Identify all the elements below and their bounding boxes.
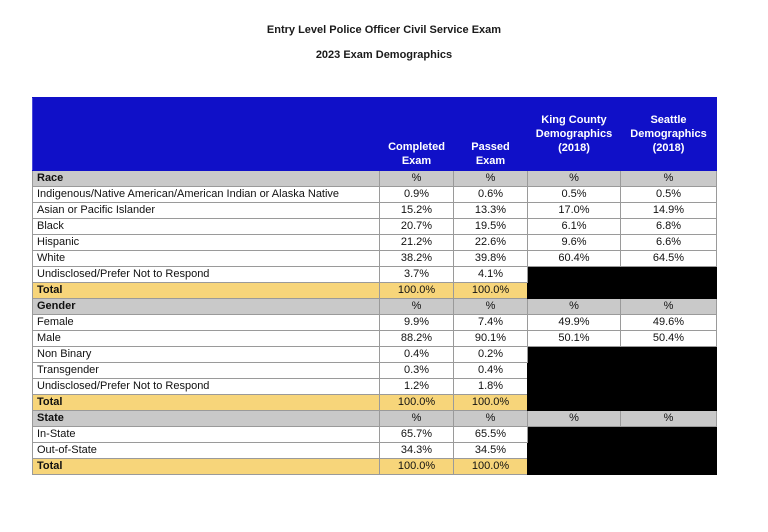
row-label: Hispanic xyxy=(33,235,380,251)
completed-cell: 21.2% xyxy=(380,235,454,251)
header-passed: Passed Exam xyxy=(454,98,528,171)
passed-cell: 65.5% xyxy=(454,427,528,443)
completed-cell: 20.7% xyxy=(380,219,454,235)
row-label: Male xyxy=(33,331,380,347)
completed-cell: 0.4% xyxy=(380,347,454,363)
header-blank xyxy=(33,98,380,171)
row-label: Female xyxy=(33,315,380,331)
king-county-cell: 6.1% xyxy=(528,219,621,235)
table-row xyxy=(33,267,717,283)
unit-cell: % xyxy=(528,411,621,427)
passed-total: 100.0% xyxy=(454,283,528,299)
row-label: Transgender xyxy=(33,363,380,379)
completed-cell: 0.9% xyxy=(380,187,454,203)
king-county-cell: 9.6% xyxy=(528,235,621,251)
king-county-cell: 49.9% xyxy=(528,315,621,331)
table-row xyxy=(33,331,717,347)
king-county-cell: 50.1% xyxy=(528,331,621,347)
section-row-state xyxy=(33,411,717,427)
row-label: White xyxy=(33,251,380,267)
header-row xyxy=(33,98,717,171)
completed-cell: 65.7% xyxy=(380,427,454,443)
header-king-county: King County Demographics (2018) xyxy=(528,98,621,171)
passed-total: 100.0% xyxy=(454,459,528,475)
passed-cell: 7.4% xyxy=(454,315,528,331)
passed-cell: 34.5% xyxy=(454,443,528,459)
seattle-cell: 49.6% xyxy=(621,315,717,331)
row-label: Undisclosed/Prefer Not to Respond xyxy=(33,267,380,283)
completed-total: 100.0% xyxy=(380,459,454,475)
row-label: Non Binary xyxy=(33,347,380,363)
completed-cell: 0.3% xyxy=(380,363,454,379)
total-label: Total xyxy=(33,283,380,299)
seattle-cell: 6.8% xyxy=(621,219,717,235)
passed-cell: 90.1% xyxy=(454,331,528,347)
passed-cell: 19.5% xyxy=(454,219,528,235)
table-row xyxy=(33,219,717,235)
completed-cell: 1.2% xyxy=(380,379,454,395)
unit-cell: % xyxy=(621,411,717,427)
row-label: Black xyxy=(33,219,380,235)
section-label: State xyxy=(33,411,380,427)
row-label: Asian or Pacific Islander xyxy=(33,203,380,219)
total-label: Total xyxy=(33,459,380,475)
unit-cell: % xyxy=(380,299,454,315)
table-row xyxy=(33,347,717,363)
unit-cell: % xyxy=(380,171,454,187)
unit-cell: % xyxy=(621,171,717,187)
seattle-cell: 6.6% xyxy=(621,235,717,251)
passed-cell: 22.6% xyxy=(454,235,528,251)
table-row xyxy=(33,315,717,331)
page-title: Entry Level Police Officer Civil Service Exam xyxy=(266,24,502,36)
blocked-cell xyxy=(528,347,717,411)
unit-cell: % xyxy=(454,299,528,315)
passed-total: 100.0% xyxy=(454,395,528,411)
unit-cell: % xyxy=(528,171,621,187)
row-label: Indigenous/Native American/American Indian or Alaska Native xyxy=(33,187,380,203)
section-label: Race xyxy=(33,171,380,187)
unit-cell: % xyxy=(528,299,621,315)
king-county-cell: 60.4% xyxy=(528,251,621,267)
passed-cell: 4.1% xyxy=(454,267,528,283)
completed-total: 100.0% xyxy=(380,395,454,411)
unit-cell: % xyxy=(454,171,528,187)
table-row xyxy=(33,251,717,267)
passed-cell: 1.8% xyxy=(454,379,528,395)
header-seattle: Seattle Demographics (2018) xyxy=(621,98,717,171)
blocked-cell xyxy=(528,427,717,475)
passed-cell: 0.2% xyxy=(454,347,528,363)
completed-cell: 15.2% xyxy=(380,203,454,219)
completed-cell: 38.2% xyxy=(380,251,454,267)
passed-cell: 39.8% xyxy=(454,251,528,267)
section-row-gender xyxy=(33,299,717,315)
passed-cell: 0.4% xyxy=(454,363,528,379)
seattle-cell: 14.9% xyxy=(621,203,717,219)
completed-cell: 9.9% xyxy=(380,315,454,331)
table-row xyxy=(33,235,717,251)
unit-cell: % xyxy=(380,411,454,427)
row-label: Undisclosed/Prefer Not to Respond xyxy=(33,379,380,395)
blocked-cell xyxy=(528,267,717,299)
unit-cell: % xyxy=(621,299,717,315)
king-county-cell: 17.0% xyxy=(528,203,621,219)
header-completed: Completed Exam xyxy=(380,98,454,171)
row-label: In-State xyxy=(33,427,380,443)
king-county-cell: 0.5% xyxy=(528,187,621,203)
section-label: Gender xyxy=(33,299,380,315)
table-row xyxy=(33,427,717,443)
total-label: Total xyxy=(33,395,380,411)
seattle-cell: 64.5% xyxy=(621,251,717,267)
completed-cell: 34.3% xyxy=(380,443,454,459)
seattle-cell: 0.5% xyxy=(621,187,717,203)
demographics-table xyxy=(32,97,717,475)
completed-cell: 88.2% xyxy=(380,331,454,347)
seattle-cell: 50.4% xyxy=(621,331,717,347)
section-row-race xyxy=(33,171,717,187)
completed-total: 100.0% xyxy=(380,283,454,299)
completed-cell: 3.7% xyxy=(380,267,454,283)
passed-cell: 13.3% xyxy=(454,203,528,219)
table-row xyxy=(33,203,717,219)
table-row xyxy=(33,187,717,203)
passed-cell: 0.6% xyxy=(454,187,528,203)
unit-cell: % xyxy=(454,411,528,427)
page-subtitle: 2023 Exam Demographics xyxy=(315,49,453,61)
row-label: Out-of-State xyxy=(33,443,380,459)
